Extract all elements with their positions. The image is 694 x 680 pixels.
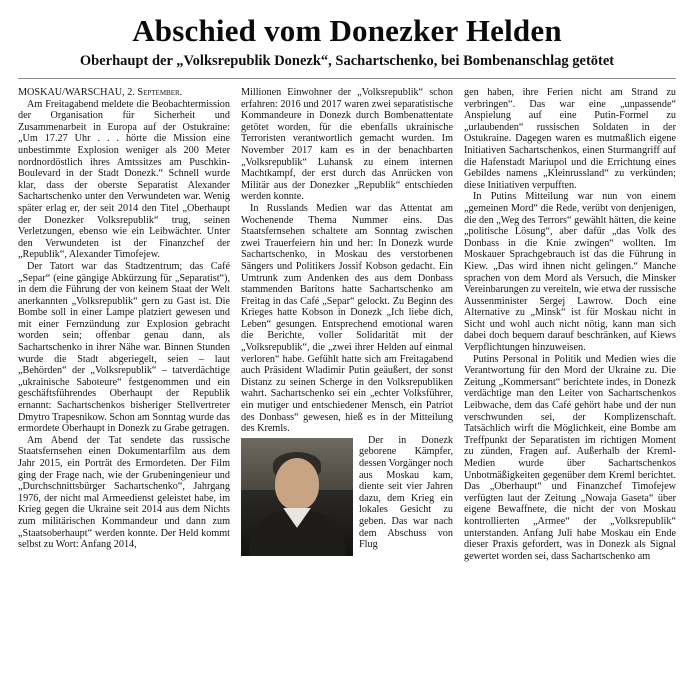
article-photo-wrap — [241, 438, 353, 558]
paragraph: In Russlands Medien war das Attentat am Wochenende Thema Nummer eins. Das Staatsfernsehen schaltete am Sonntag zwischen zwei Trauerfeiern hin und her: In Donezk wurde Sachartschenko, in Moskau des verstorbenen Sängers und Politikers Jossif Kobson gedacht. Ein Umtrunk zum Andenken des aus dem Donbass stammenden Baritons hatte Sachartschenko am Freitag in das Café „Separ“ gelockt. Zu Beginn des Krieges hatte Kobson in Donezk „Ich liebe dich, Leben“ gesungen. Entsprechend emotional waren die Berichte, voller Solidarität mit der „Volksrepublik“, die „zwei ihrer Helden auf einmal verloren“ habe. Gefühlt hatte sich am Freitagabend auch Präsident Wladimir Putin geäußert, der sonst Distanz zu seinen Scherge in den Volksrepubliken wahrt. Sachartschenko sei ein „echter Volksführer, ein mutiger und entschiedener Mensch, ein Patriot des Donbass“ gewesen, hieß es in der Mitteilung des Kremls. — [241, 202, 453, 435]
page-title: Abschied vom Donezker Helden — [132, 13, 562, 48]
header-divider — [18, 78, 676, 79]
dateline: MOSKAU/WARSCHAU, 2. September. — [18, 87, 183, 98]
paragraph: Am Freitagabend meldete die Beobachtermission der Organisation für Sicherheit und Zusammenarbeit in Europa auf der Ostukraine: „Um 17.27 Uhr . . . hörte die Mission eine unbestimmte Explosion weniger als 200 Meter nordnordöstlich ihres Amtssitzes am Puschkin-Boulevard in der Stadt Donezk.“ Schnell wurde klar, dass der oberste Separatist Alexander Sachartschenko unter den Verwundeten war. Wenig später erlag er, der seit 2014 den Titel „Oberhaupt der Donezker Volksrepublik“ trug, seinen Verletzungen, ebenso wie ein Leibwächter. Unter den Verwundeten ist der Finanzchef der „Republik“, Alexander Timofejew. — [18, 98, 230, 261]
portrait-head — [275, 458, 319, 510]
column-2 — [241, 87, 453, 560]
article-columns — [18, 87, 676, 562]
paragraph: Putins Personal in Politik und Medien wies die Verantwortung für den Mord der Ukraine zu. Die Zeitung „Kommersant“ berichtete indes, in Donezk verdächtige man den Leiter von Sachartschenkos Leibwache, dem das Café gehört habe und der nun verschwunden sei, der Komplizenschaft. Tatsächlich wirft die Möglichkeit, eine Bombe am Treffpunkt der Separatisten im richtigen Moment zu zünden, Fragen auf. Außerhalb der Kreml-Medien wurde über Sachartschenkos Unbotmäßigkeiten gegenüber dem Kreml berichtet. Das „Oberhaupt“ und Finanzchef Timofejew verfügten laut der Zeitung „Nowaja Gaseta“ über eigene Bewaffnete, die nicht der von Moskau kontrollierten „Armee“ der „Volksrepublik“ unterstanden. Anfang Juli habe Moskau ein Ende dieser Praxis gefordert, was in Donezk als Signal gewertet worden sei, dass Sachartschenko am — [464, 353, 676, 562]
dateline-paragraph — [18, 87, 230, 99]
paragraph: Der in Donezk geborene Kämpfer, dessen Vorgänger noch aus Moskau kam, diente seit vier Jahren dazu, dem Krieg ein lokales Gesicht zu geben. Das war nach dem Abschuss von Flug — [359, 434, 453, 551]
paragraph: Millionen Einwohner der „Volksrepublik“ schon erfahren: 2016 und 2017 waren zwei separatistische Kommandeure in Donezk durch Bombenattentate getötet worden, für die ebenfalls ukrainische Terroristen verantwortlich gemacht wurden. Im November 2017 kam es in der benachbarten „Volksrepublik“ Luhansk zu einem internen Machtkampf, der erst durch das Anrücken von Militär aus der Donezker „Republik“ entschieden werden konnte. — [241, 87, 453, 203]
article-subhead: Oberhaupt der „Volksrepublik Donezk“, Sachartschenko, bei Bombenanschlag getötet — [79, 53, 615, 69]
paragraph: Der Tatort war das Stadtzentrum; das Café „Separ“ (eine gängige Abkürzung für „Separatist“), in dem die Führung der von keinem Staat der Welt anerkannten „Volksrepublik“ gern zu Gast ist. Die Bombe soll in einer Lampe platziert gewesen und mit einer Fernzündung zur Explosion gebracht worden sein; offenbar genau dann, als Sachartschenko in ihrer Nähe war. Binnen Stunden wurde die Stadt abgeriegelt, seien – laut „Behörden“ der „Volksrepublik“ – tatverdächtige „ukrainische Saboteure“ festgenommen und ein geschäftsführendes Oberhaupt der Republik ernannt: Sachartschenkos bisheriger Stellvertreter Dmytro Trapesnikow. Schon am Sonntag wurde das ermordete Oberhaupt in Donezk zu Grabe getragen. — [18, 260, 230, 435]
portrait-photo — [241, 438, 353, 556]
paragraph: gen haben, ihre Ferien nicht am Strand zu verbringen“. Das war eine „unpassende“ Anspielung auf eine Putin-Formel zu „urlaubenden“ russischen Soldaten in der Ostukraine. Dagegen waren es mutmaßlich eigene Initiativen Sachartschenkos, einen Sturmangriff auf die Hafenstadt Mariupol und die Errichtung eines Gebildes namens „Kleinrussland“ zu verkünden; diese Initiativen verpufften. — [464, 87, 676, 191]
column-3 — [464, 87, 676, 562]
paragraph: In Putins Mitteilung war nun von einem „gemeinen Mord“ die Rede, verübt von denjenigen, die den „Weg des Terrors“ gewählt hätten, die keine „politische Lösung“, aber dafür „das Volk des Donbass in die Knie zwingen“ wollten. Im Moskauer Sprachgebrauch ist das die Führung in Kiew. „Das wird ihnen nicht gelingen.“ Manche sprachen von dem Mord als Versuch, die Minsker Vereinbarungen zu vereiteln, wie etwa der russische Aussenminister Sergej Lawrow. Doch eine Alternative zu „Minsk“ ist für Moskau nicht in Sicht und wohl auch nicht nötig, kann man sich dabei doch bequem darauf beschränken, auf Kiews Verpflichtungen hinzuweisen. — [464, 191, 676, 354]
column-1 — [18, 87, 230, 551]
paragraph: Am Abend der Tat sendete das russische Staatsfernsehen einen Dokumentarfilm aus dem Jahr 2015, ein Porträt des Ermordeten. Der Film ging der Frage nach, wie der Grubeningenieur und „Durchschnittsbürger Sachartschenko“, Jahrgang 1976, der nicht mal Armeedienst geleistet habe, im Krieg gegen die Ukraine seit 2014 aus dem Nichts zum militärischen Kommandeur und dann zum „Staatsoberhaupt“ werden konnte. Der Held kommt selbst zu Wort: Anfang 2014, — [18, 434, 230, 551]
